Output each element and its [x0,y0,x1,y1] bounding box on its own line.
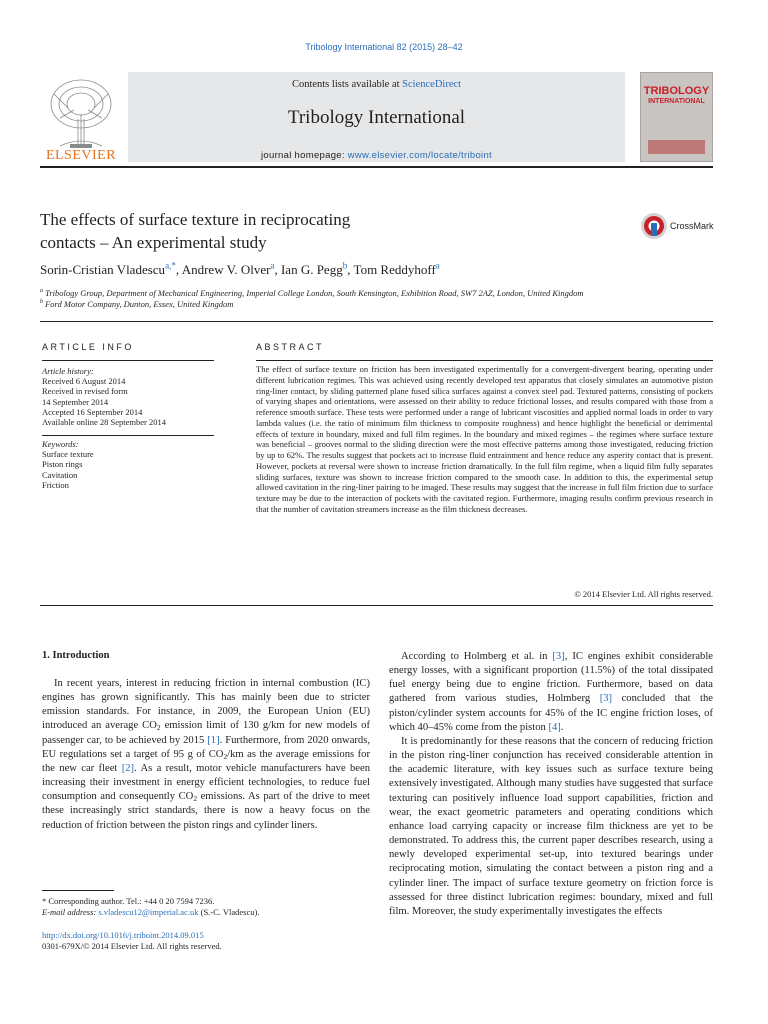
divider [42,360,214,361]
title-line: contacts – An experimental study [40,233,267,252]
crossmark-label[interactable]: CrossMark [670,221,714,231]
author-name: Sorin-Cristian Vladescu [40,262,166,277]
affiliation-item [40,299,720,310]
history-item: Received in revised form [42,386,128,397]
divider [40,321,713,322]
email-line: E-mail address: s.vladescu12@imperial.ac.uk (S.-C. Vladescu). [42,907,260,917]
abstract-copyright: © 2014 Elsevier Ltd. All rights reserved. [574,589,713,599]
author-affiliation-ref[interactable]: b [342,260,348,271]
citation-link[interactable]: [4] [548,721,561,733]
divider [256,360,713,361]
footnote [42,896,372,918]
author-affiliation-ref[interactable]: a [270,260,275,271]
citation-link[interactable]: [3] [599,693,613,705]
corresponding-author: * Corresponding author. Tel.: +44 0 20 7594 7236. [42,896,215,906]
affiliation-item [40,288,720,299]
keywords-label: Keywords: [42,439,79,449]
affiliations [40,288,720,310]
author-list: Sorin-Cristian Vladescu$^{a,*}$, Andrew V. Olver$^a$, Ian G. Pegg$^b$, Tom Reddyhoff$^a$ [40,260,440,277]
affiliation-text: Tribology Group, Department of Mechanical Engineering, Imperial College London, South Kensington, Exhibition Road, SW7 2AZ, London, United Kingdom [45,288,584,298]
paragraph: It is predominantly for these reasons that the concern of reducing friction in the piston ring-liner conjunction has received considerable attention in the academic literature, with key issues such as surface texture being extensively investigated. Although many studies have suggested that surface texturing can positively influence load support capabilities, friction and wear, the exact geometric parameters and operating conditions which enhance load carrying capacity or increase film thickness are yet to be demonstrated. To address this, the current paper describes research, using a newly developed experimental set-up, into textured bearings under reciprocating motion, simulating the contact between a piston ring and a cylinder liner. The impact of surface texture geometry on friction force is assessed for three distinct lubrication regimes: boundary, mixed and full film. Moreover, the study experimentally investigates the effects [389,735,713,917]
history-item: 14 September 2014 [42,396,109,407]
history-item: Available online 28 September 2014 [42,417,167,428]
history-item: Received 6 August 2014 [42,376,126,387]
body-column-right [389,650,713,919]
history-label: Article history: [42,366,94,376]
section-heading: 1. Introduction [42,650,110,661]
elsevier-wordmark: ELSEVIER [45,148,117,163]
citation-link[interactable]: [1] [207,734,220,746]
abstract-text: The effect of surface texture on friction has been investigated experimentally for a convergent-divergent bearing, operating under different lubrication regimes. This was achieved using recently developed test apparatus that closely simulates an automotive piston ring-liner contact, by sliding patterned plane fused silica surfaces against a convex steel pad. Textured patterns, consisting of pockets of varying shapes and orientations, were assessed on their ability to reduce frictional losses, and results compared with those from a reference smooth surface. These tests were performed under a range of lubricant viscosities and applied normal loads in order to vary lambda values (i.e. the ratio of minimum film thickness to composite roughness) and hence highlight the beneficial or detrimental effects of texture in boundary, mixed and full film regimes. In the boundary and mixed regimes – the regimes where surface texture was beneficial – grooves normal to the sliding direction were the most effective patterns among those investigated, reducing friction by up to 62%. The results suggest that pockets act to increase fluid entrainment and hence reduce any asperity contact that is present. However, pockets at reversal were shown to increase friction dramatically. In the full film regime, when a liquid film fully separates sliding surfaces, texture was shown to increase friction compared to the smooth case. In addition to this, the experimental setup allowed cavitation in the ring-liner pairing to be imaged. These results may suggest that the increase in full film friction due to surface texture may be due to the interaction of pockets with the cavitated region. Furthermore, imaging results confirm previous research in that the number of cavitation streamers increase as the film thickness decreases. [256,364,713,514]
paragraph: In recent years, interest in reducing friction in internal combustion (IC) engines has grown significantly. This has mainly been due to stricter emission standards. For instance, in 2009, the European Union (EU) introduced an average $CO_2$ emission limit of 130 g/km for new models of passenger car, to be achieved by 2015 [1]. Furthermore, from 2020 onwards, EU regulations set a target of 95 g of $CO_2/km$ as the average emissions for the new car fleet [2]. As a result, motor vehicle manufacturers have been increasing their investment in energy efficient technologies, to reduce fuel consumption and consequently $CO_2$ emissions. As part of the drive to meet these increasingly strict standards, there is now a heavy focus on the reduction of friction between the piston rings and cylinder liners. [42,678,371,831]
article-info-heading: ARTICLE INFO [42,342,134,352]
affiliation-marker: b [40,299,43,306]
keyword-item: Cavitation [42,469,78,480]
author-name: Andrew V. Olver [181,262,271,277]
affiliation-marker: a [40,288,43,295]
homepage-link[interactable]: www.elsevier.com/locate/triboint [347,150,492,161]
author-name: Ian G. Pegg [280,262,343,277]
title-line: The effects of surface texture in reciprocating [40,210,351,229]
abstract-heading: ABSTRACT [256,342,325,352]
author-name: Tom Reddyhoff [353,262,436,277]
homepage-prefix: journal homepage: [261,150,348,161]
citation-link[interactable]: [3] [552,651,565,662]
contents-prefix: Contents lists available at [291,79,403,90]
history-item: Accepted 16 September 2014 [42,406,143,417]
author-affiliation-ref[interactable]: a [435,260,440,271]
header-divider [40,166,713,168]
contents-line [128,79,625,90]
doi-link[interactable]: http://dx.doi.org/10.1016/j.triboint.2014.09.015 [42,930,204,940]
cover-decoration [648,140,705,154]
keyword-item: Piston rings [42,459,83,470]
journal-homepage [128,150,625,161]
cover-title: TRIBOLOGY [643,85,710,97]
email-link[interactable]: s.vladescu12@imperial.ac.uk [98,907,199,917]
divider [40,605,713,606]
paragraph: According to Holmberg et al. in [3], IC engines exhibit considerable energy losses, with a significant proportion (11.5%) of the total dissipated fuel energy being due to engine friction. Furthermore, based on data gathered from various studies, Holmberg [3] concluded that the piston/cylinder system accounts for 45% of the IC engine friction loses, of which 40–45% come from the piston [4]. [389,651,713,733]
keywords [42,439,214,490]
keyword-item: Surface texture [42,449,94,460]
divider [42,435,214,436]
citation-link[interactable]: [2] [121,762,135,774]
author-affiliation-ref[interactable]: a,* [165,260,176,271]
cover-subtitle: INTERNATIONAL [648,98,705,105]
paper-title [40,208,600,254]
crossmark-icon[interactable] [640,212,668,240]
body-column-left [42,677,370,833]
journal-citation[interactable]: Tribology International 82 (2015) 28–42 [305,42,463,52]
article-history [42,366,214,427]
keyword-item: Friction [42,479,69,490]
footnote-divider [42,890,114,891]
issn-line: 0301-679X/© 2014 Elsevier Ltd. All rights reserved. [42,941,222,951]
sciencedirect-link[interactable]: ScienceDirect [402,79,462,90]
affiliation-text: Ford Motor Company, Dunton, Essex, United Kingdom [45,299,234,309]
journal-title: Tribology International [287,107,466,128]
